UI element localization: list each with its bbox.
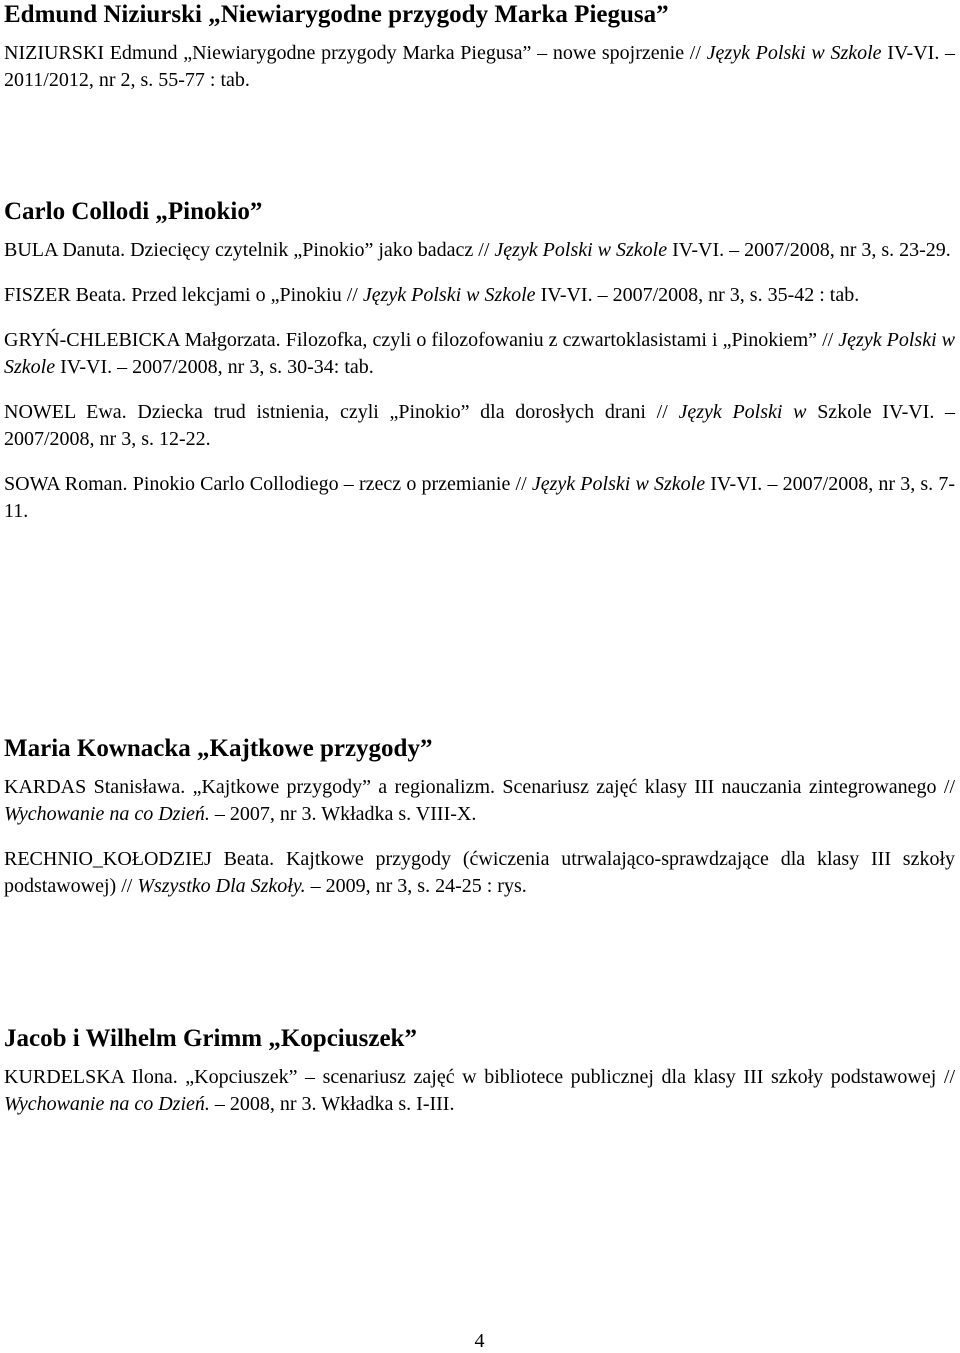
bibliography-entry — [4, 282, 955, 309]
bibliography-entry — [4, 774, 955, 828]
section-heading: Edmund Niziurski „Niewiarygodne przygody Marka Piegusa” — [4, 1, 669, 28]
entry-details: IV-VI. – 2007/2008, nr 3, s. 35-42 : tab. — [540, 284, 860, 306]
entry-author: KARDAS Stanisława. — [4, 776, 186, 798]
entry-author: KURDELSKA Ilona. — [4, 1066, 178, 1088]
entry-details: – 2009, nr 3, s. 24-25 : rys. — [310, 875, 527, 897]
entry-details: – 2008, nr 3. Wkładka s. I-III. — [214, 1093, 455, 1115]
entry-title: Pinokio Carlo Collodiego – rzecz o przemianie // — [132, 473, 527, 495]
entry-author: FISZER Beata. — [4, 284, 127, 306]
document-page — [4, 0, 955, 1353]
entry-journal: Język Polski w — [678, 401, 807, 423]
entry-journal: Język Polski w Szkole — [494, 239, 668, 261]
bibliography-entry — [4, 471, 955, 525]
entry-journal: Wszystko Dla Szkoły. — [137, 875, 306, 897]
entry-author: NOWEL Ewa. — [4, 401, 127, 423]
entry-title: „Kopciuszek” – scenariusz zajęć w bibliotece publicznej dla klasy III szkoły podstawowej // — [185, 1066, 956, 1088]
section-collodi — [4, 197, 955, 525]
entry-details: IV-VI. – 2007/2008, nr 3, s. 7-11. — [4, 473, 956, 522]
section-heading: Maria Kownacka „Kajtkowe przygody” — [4, 735, 433, 762]
section-heading: Jacob i Wilhelm Grimm „Kopciuszek” — [4, 1025, 417, 1052]
bibliography-entry — [4, 1064, 955, 1118]
entry-journal: Język Polski w Szkole — [531, 473, 706, 495]
section-niziurski — [4, 0, 955, 94]
section-grimm — [4, 1024, 955, 1118]
entry-author: RECHNIO_KOŁODZIEJ Beata. — [4, 848, 275, 870]
entry-title: „Kajtkowe przygody” a regionalizm. Scenariusz zajęć klasy III nauczania zintegrowanego // — [192, 776, 955, 798]
entry-journal: Wychowanie na co Dzień. — [4, 1093, 210, 1115]
entry-details: IV-VI. – 2011/2012, nr 2, s. 55-77 : tab. — [4, 42, 956, 91]
entry-author: NIZIURSKI Edmund — [4, 42, 178, 64]
entry-author: BULA Danuta. — [4, 239, 126, 261]
bibliography-entry — [4, 846, 955, 900]
entry-journal: Język Polski w Szkole — [706, 42, 882, 64]
entry-author: SOWA Roman. — [4, 473, 128, 495]
section-heading: Carlo Collodi „Pinokio” — [4, 198, 263, 225]
entry-title: Dziecka trud istnienia, czyli „Pinokio” dla dorosłych drani // — [137, 401, 668, 423]
entry-journal: Język Polski w Szkole — [362, 284, 536, 306]
bibliography-entry — [4, 237, 955, 264]
bibliography-entry — [4, 327, 955, 381]
entry-author: GRYŃ-CHLEBICKA Małgorzata. — [4, 329, 281, 351]
entry-title: Kajtkowe przygody (ćwiczenia utrwalająco-sprawdzające dla klasy III szkoły podstawowej) // — [4, 848, 956, 897]
entry-details: IV-VI. – 2007/2008, nr 3, s. 30-34: tab. — [60, 356, 374, 378]
entry-title: Filozofka, czyli o filozofowaniu z czwartoklasistami i „Pinokiem” // — [285, 329, 834, 351]
bibliography-entry — [4, 399, 955, 453]
entry-journal: Język Polski w Szkole — [4, 329, 956, 378]
entry-journal: Wychowanie na co Dzień. — [4, 803, 210, 825]
entry-title: „Niewiarygodne przygody Marka Piegusa” – nowe spojrzenie // — [183, 42, 701, 64]
entry-details: Szkole IV-VI. – 2007/2008, nr 3, s. 12-22. — [4, 401, 956, 450]
entry-details: – 2007, nr 3. Wkładka s. VIII-X. — [214, 803, 477, 825]
entry-title: Przed lekcjami o „Pinokiu // — [131, 284, 358, 306]
page-number: 4 — [474, 1330, 485, 1352]
bibliography-entry — [4, 40, 955, 94]
section-kownacka — [4, 734, 955, 900]
entry-title: Dziecięcy czytelnik „Pinokio” jako badacz // — [130, 239, 490, 261]
entry-details: IV-VI. – 2007/2008, nr 3, s. 23-29. — [672, 239, 951, 261]
